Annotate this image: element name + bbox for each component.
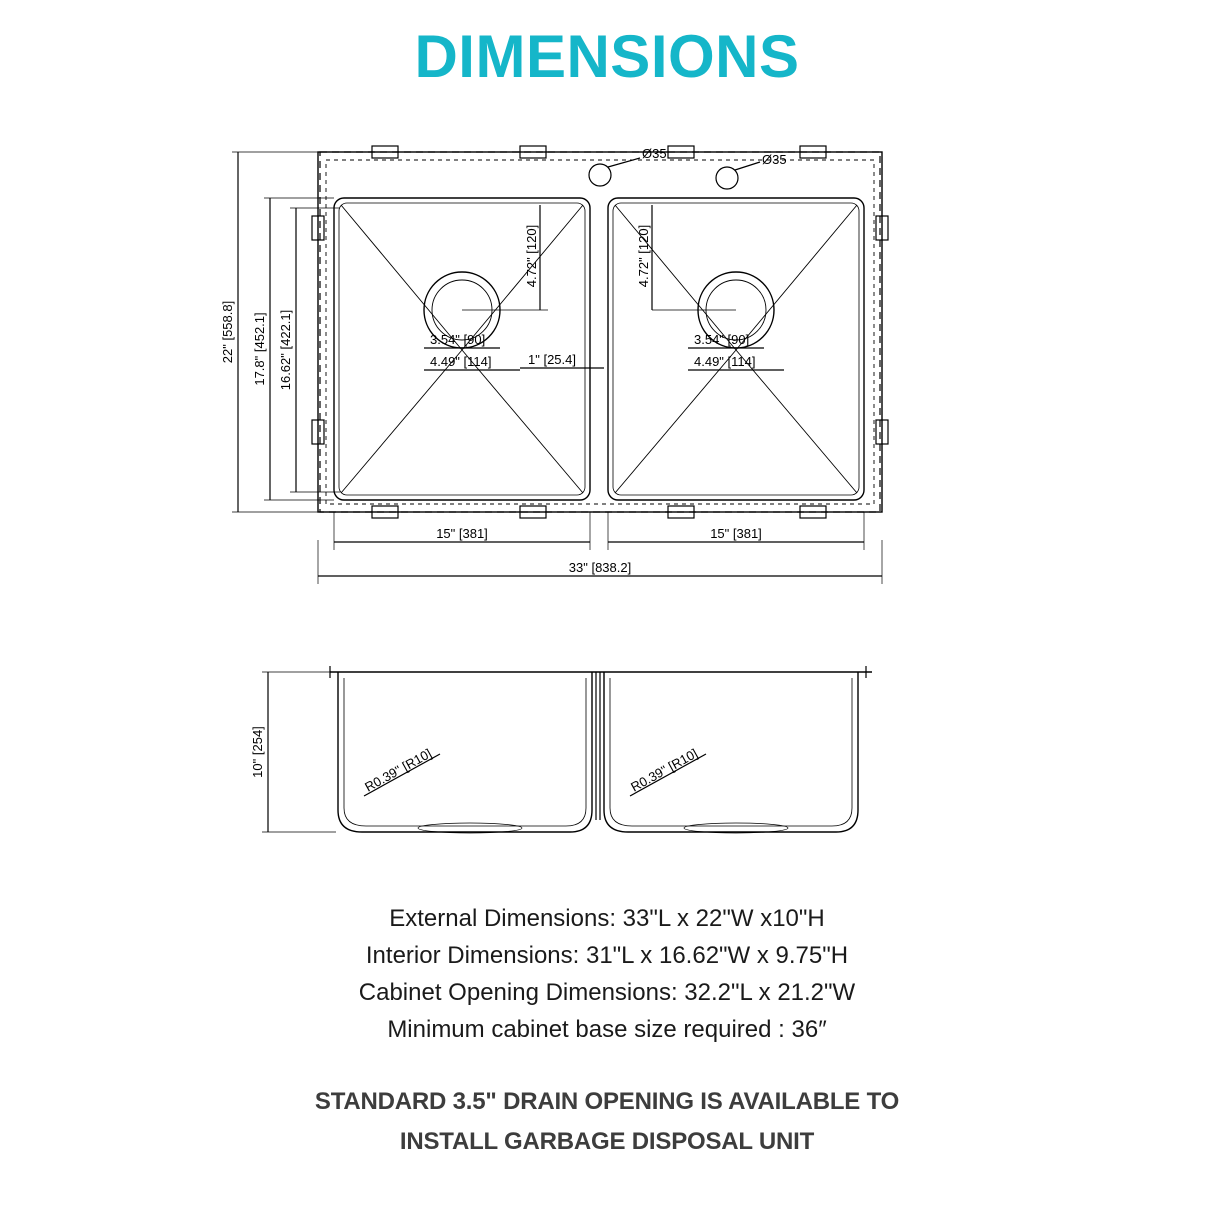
dim-drain-offset-h-right: 4.49" [114] — [694, 354, 756, 369]
footer-line-1: STANDARD 3.5" DRAIN OPENING IS AVAILABLE TO — [314, 1088, 900, 1115]
spec-external-dimensions: External Dimensions: 33"L x 22"W x10"H — [389, 905, 825, 932]
dim-overall-width-outer: 22" [558.8] — [220, 300, 235, 364]
side-view-drawing — [0, 620, 1214, 880]
spec-interior-dimensions: Interior Dimensions: 31"L x 16.62"W x 9.75"H — [365, 942, 849, 969]
dim-radius-left: R0.39" [R10] — [362, 745, 435, 795]
dim-divider-width: 1" [25.4] — [528, 352, 576, 367]
dim-drain-offset-v-right: 4.72" [120] — [636, 224, 651, 288]
dim-overall-width-inner1: 17.8" [452.1] — [252, 312, 267, 386]
dim-side-height: 10" [254] — [250, 726, 265, 778]
label-faucet-hole-left: Ø35 — [642, 146, 667, 161]
dim-bowl-left-width: 15" [381] — [436, 526, 488, 541]
specs-list — [0, 900, 1214, 1048]
footer-note — [0, 1082, 1214, 1162]
dim-radius-right: R0.39" [R10] — [628, 745, 701, 795]
footer-line-2: INSTALL GARBAGE DISPOSAL UNIT — [399, 1128, 815, 1155]
dim-drain-dia-right: 3.54" [90] — [694, 332, 750, 347]
page-title: DIMENSIONS — [414, 23, 800, 90]
spec-minimum-cabinet-base: Minimum cabinet base size required : 36″ — [387, 1016, 827, 1043]
spec-cabinet-opening-dimensions: Cabinet Opening Dimensions: 32.2"L x 21.2"W — [358, 979, 856, 1006]
dim-drain-offset-v-left: 4.72" [120] — [524, 224, 539, 288]
label-faucet-hole-right: Ø35 — [762, 152, 787, 167]
dim-drain-offset-h-left: 4.49" [114] — [430, 354, 492, 369]
dim-overall-length: 33" [838.2] — [568, 560, 632, 575]
dim-bowl-right-width: 15" [381] — [710, 526, 762, 541]
dim-drain-dia-left: 3.54" [90] — [430, 332, 486, 347]
top-view-drawing — [0, 120, 1214, 620]
dim-overall-width-inner2: 16.62" [422.1] — [278, 309, 293, 391]
